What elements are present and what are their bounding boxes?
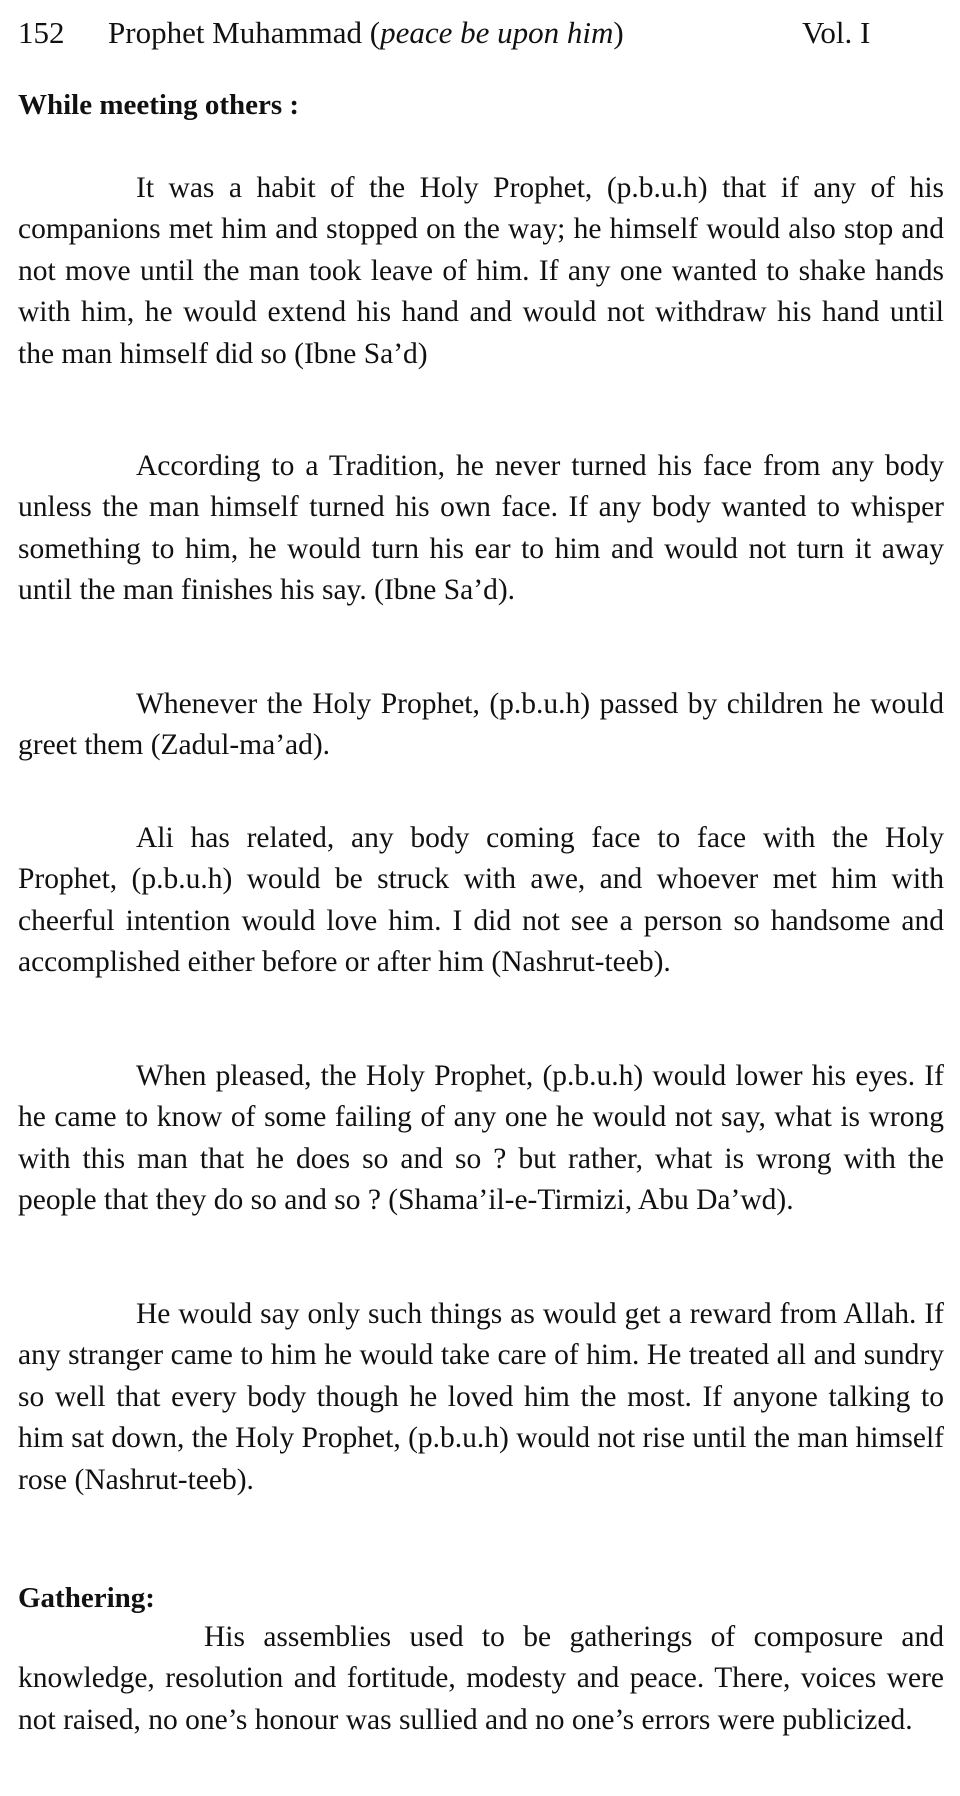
paragraph-when-pleased: When pleased, the Holy Prophet, (p.b.u.h) would lower his eyes. If he came to know of some failing of any one he would not say, what is wrong with this man that he does so and so ? but rather, what is wrong with the people that they do so and so ? (Shama’il-e-Tirmizi, Abu Da’wd). (18, 1060, 944, 1217)
book-title (108, 10, 624, 56)
paragraph-ali-related: Ali has related, any body coming face to face with the Holy Prophet, (p.b.u.h) would be struck with awe, and whoever met him with cheerful intention would love him. I did not see a person so handsome and accomplished either before or after him (Nashrut-teeb). (18, 822, 944, 979)
book-page (18, 0, 944, 1796)
paragraph-tradition: According to a Tradition, he never turned his face from any body unless the man himself turned his own face. If any body wanted to whisper something to him, he would turn his ear to him and would not turn it away until the man finishes his say. (Ibne Sa’d). (18, 450, 944, 607)
paragraph-reward: He would say only such things as would get a reward from Allah. If any stranger came to him he would take care of him. He treated all and sundry so well that every body though he loved him the most. If anyone talking to him sat down, the Holy Prophet, (p.b.u.h) would not rise until the man himself rose (Nashrut-teeb). (18, 1298, 944, 1496)
book-title-suffix: ) (613, 15, 624, 50)
section-heading-gathering: Gathering: (18, 1582, 155, 1614)
paragraph-habit: It was a habit of the Holy Prophet, (p.b.u.h) that if any of his companions met him and stopped on the way; he himself would also stop and not move until the man took leave of him. If any one wanted to shake hands with him, he would extend his hand and would not withdraw his hand until the man himself did so (Ibne Sa’d) (18, 172, 944, 370)
book-title-prefix: Prophet Muhammad ( (108, 15, 381, 50)
section-heading-meeting-others: While meeting others : (18, 89, 300, 121)
book-title-italic: peace be upon him (380, 15, 614, 50)
paragraph-children: Whenever the Holy Prophet, (p.b.u.h) passed by children he would greet them (Zadul-ma’ad). (18, 688, 944, 762)
running-header (18, 10, 944, 56)
page-number: 152 (18, 15, 65, 50)
volume-label: Vol. I (802, 15, 871, 50)
paragraph-assemblies: His assemblies used to be gatherings of composure and knowledge, resolution and fortitude, modesty and peace. There, voices were not raised, no one’s honour was sullied and no one’s errors were publicized. (18, 1621, 944, 1736)
